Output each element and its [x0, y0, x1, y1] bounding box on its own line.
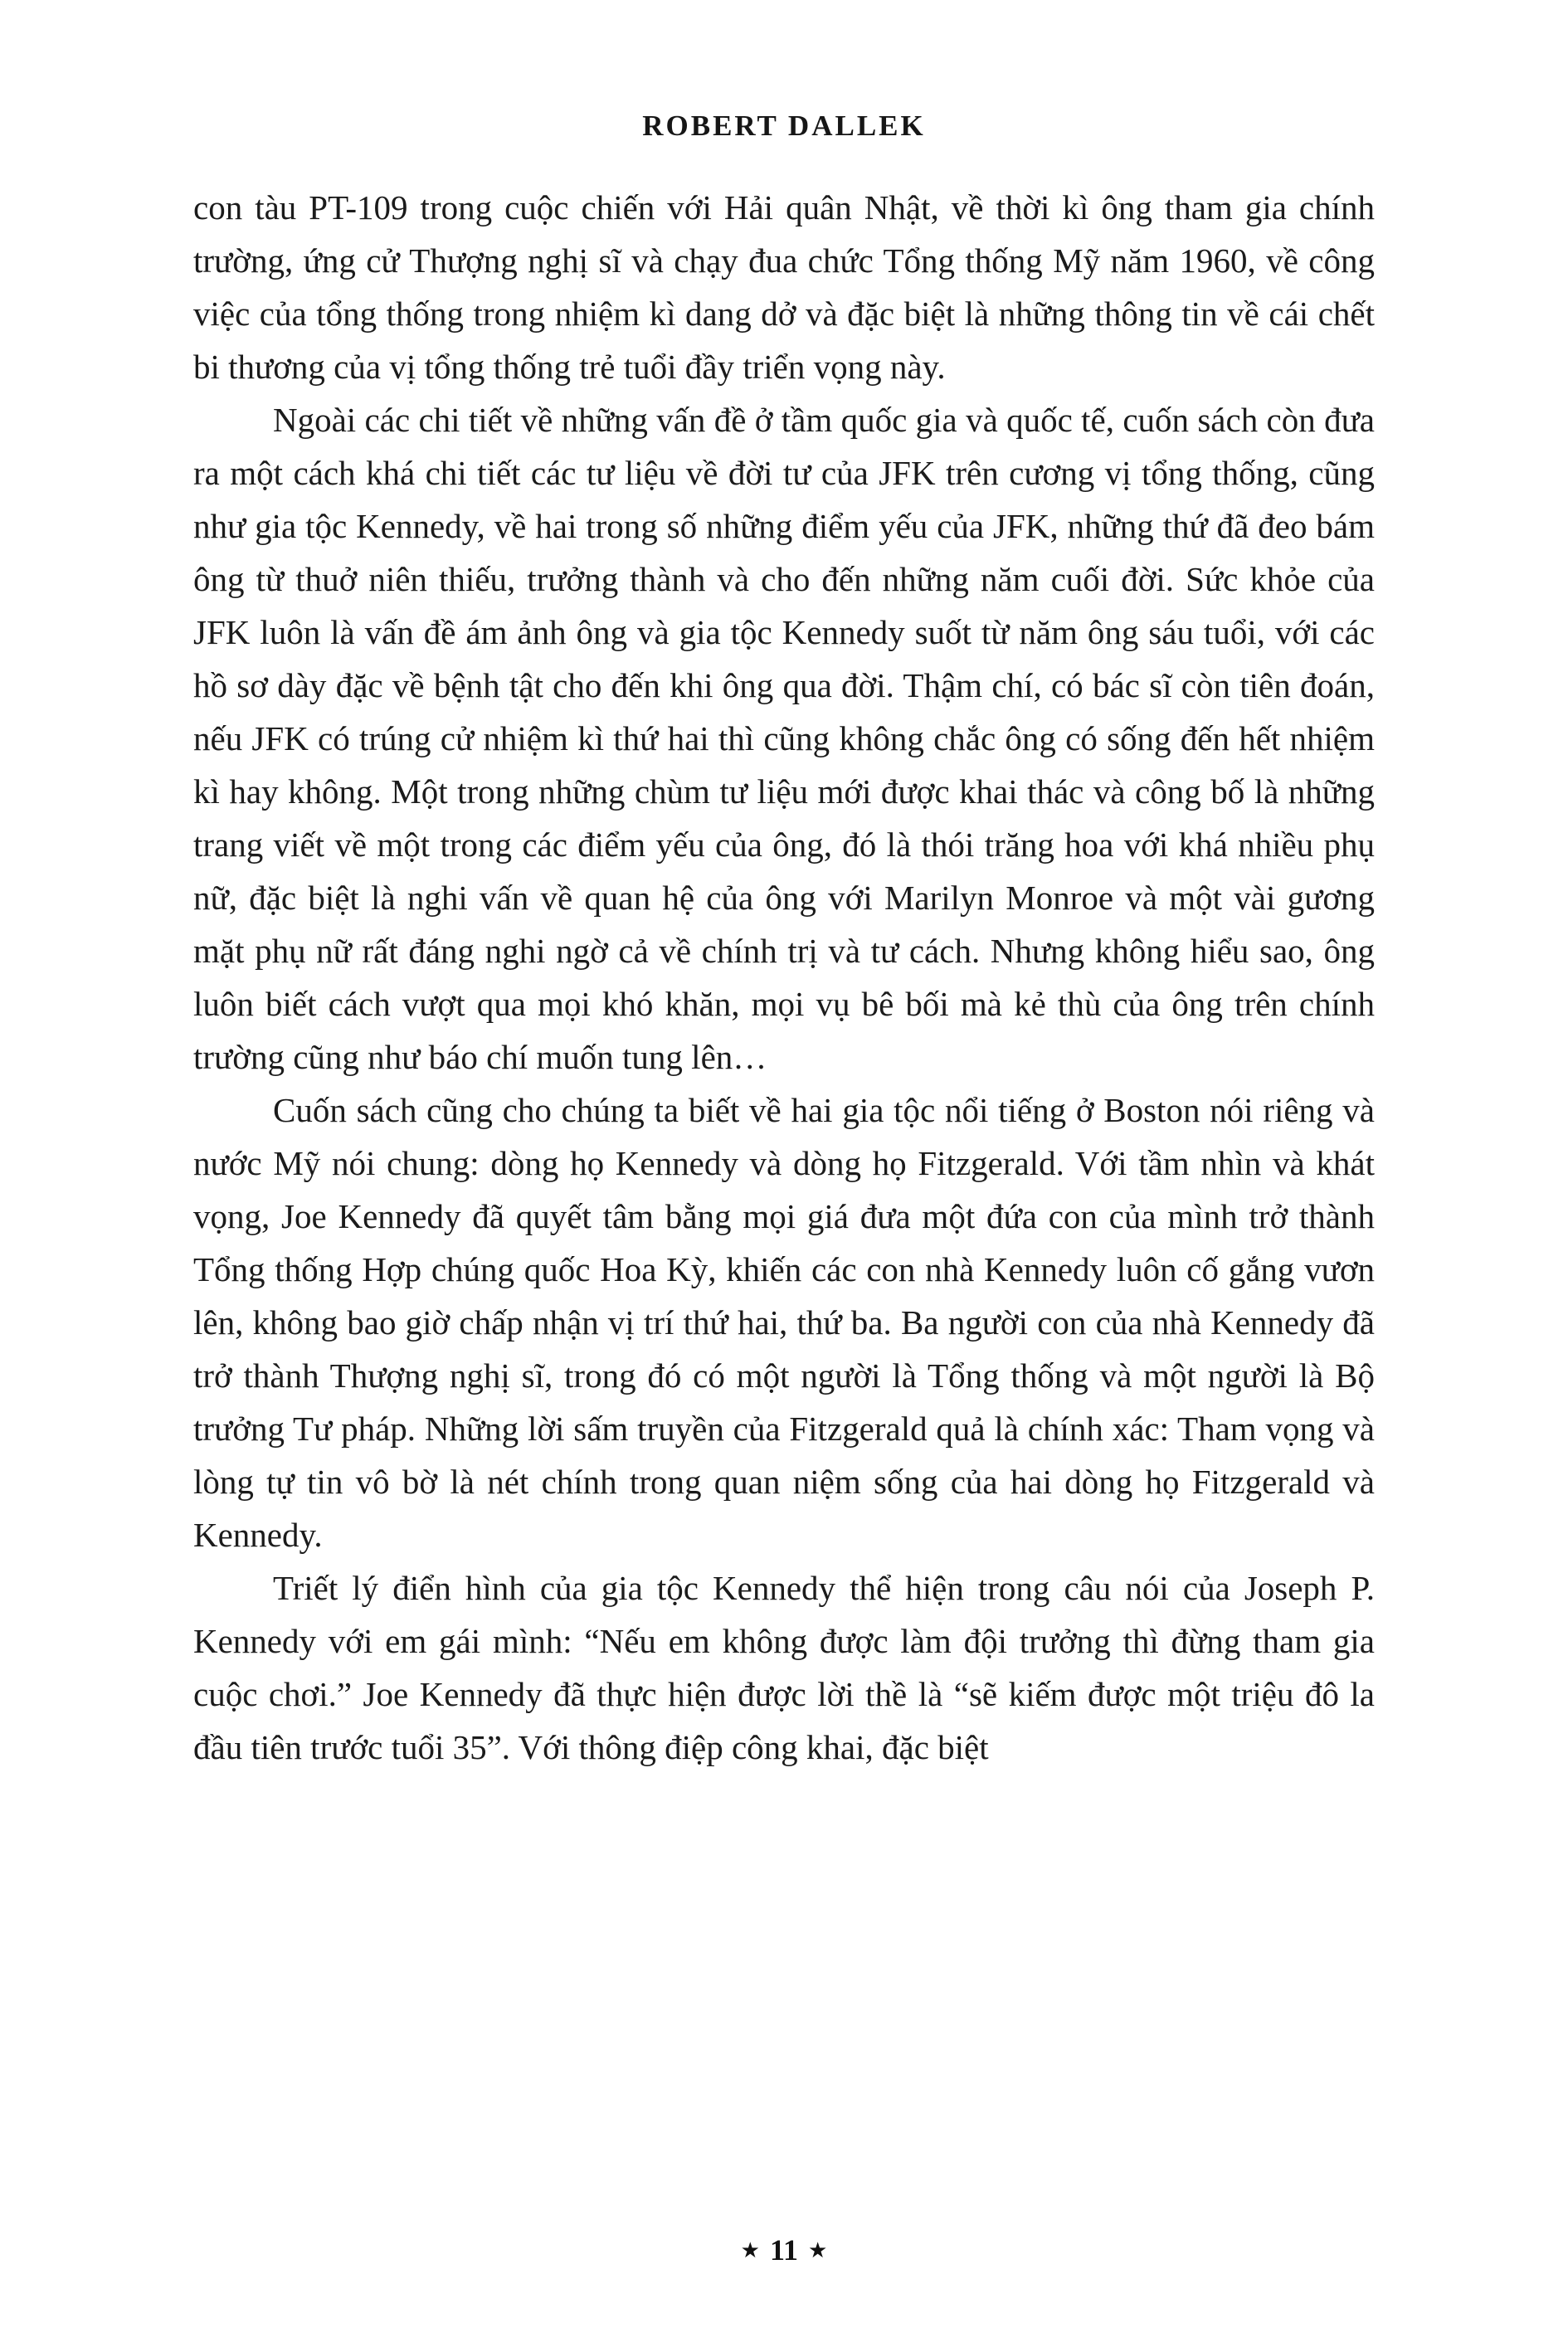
running-header-author: ROBERT DALLEK: [642, 110, 926, 142]
page-footer: [0, 2233, 1568, 2267]
footer-star-icon-right: ★: [808, 2238, 828, 2262]
page-number: 11: [769, 2233, 798, 2267]
body-text: [193, 181, 1375, 1774]
paragraph: Cuốn sách cũng cho chúng ta biết về hai gia tộc nổi tiếng ở Boston nói riêng và nước Mỹ nói chung: dòng họ Kennedy và dòng họ Fitzgerald. Với tầm nhìn và khát vọng, Joe Kennedy đã quyết tâm bằng mọi giá đưa một đứa con của mình trở thành Tổng thống Hợp chúng quốc Hoa Kỳ, khiến các con nhà Kennedy luôn cố gắng vươn lên, không bao giờ chấp nhận vị trí thứ hai, thứ ba. Ba người con của nhà Kennedy đã trở thành Thượng nghị sĩ, trong đó có một người là Tổng thống và một người là Bộ trưởng Tư pháp. Những lời sấm truyền của Fitzgerald quả là chính xác: Tham vọng và lòng tự tin vô bờ là nét chính trong quan niệm sống của hai dòng họ Fitzgerald và Kennedy.: [193, 1091, 1375, 1554]
paragraph: Triết lý điển hình của gia tộc Kennedy thể hiện trong câu nói của Joseph P. Kennedy với em gái mình: “Nếu em không được làm đội trưởng thì đừng tham gia cuộc chơi.” Joe Kennedy đã thực hiện được lời thề là “sẽ kiếm được một triệu đô la đầu tiên trước tuổi 35”. Với thông điệp công khai, đặc biệt: [193, 1569, 1375, 1766]
paragraph: con tàu PT-109 trong cuộc chiến với Hải quân Nhật, về thời kì ông tham gia chính trường, ứng cử Thượng nghị sĩ và chạy đua chức Tổng thống Mỹ năm 1960, về công việc của tổng thống trong nhiệm kì dang dở và đặc biệt là những thông tin về cái chết bi thương của vị tổng thống trẻ tuổi đầy triển vọng này.: [193, 188, 1375, 386]
footer-star-icon-left: ★: [740, 2238, 760, 2262]
paragraph: Ngoài các chi tiết về những vấn đề ở tầm quốc gia và quốc tế, cuốn sách còn đưa ra một cách khá chi tiết các tư liệu về đời tư của JFK trên cương vị tổng thống, cũng như gia tộc Kennedy, về hai trong số những điểm yếu của JFK, những thứ đã đeo bám ông từ thuở niên thiếu, trưởng thành và cho đến những năm cuối đời. Sức khỏe của JFK luôn là vấn đề ám ảnh ông và gia tộc Kennedy suốt từ năm ông sáu tuổi, với các hồ sơ dày đặc về bệnh tật cho đến khi ông qua đời. Thậm chí, có bác sĩ còn tiên đoán, nếu JFK có trúng cử nhiệm kì thứ hai thì cũng không chắc ông có sống đến hết nhiệm kì hay không. Một trong những chùm tư liệu mới được khai thác và công bố là những trang viết về một trong các điểm yếu của ông, đó là thói trăng hoa với khá nhiều phụ nữ, đặc biệt là nghi vấn về quan hệ của ông với Marilyn Monroe và một vài gương mặt phụ nữ rất đáng nghi ngờ cả về chính trị và tư cách. Nhưng không hiểu sao, ông luôn biết cách vượt qua mọi khó khăn, mọi vụ bê bối mà kẻ thù của ông trên chính trường cũng như báo chí muốn tung lên…: [193, 401, 1375, 1076]
